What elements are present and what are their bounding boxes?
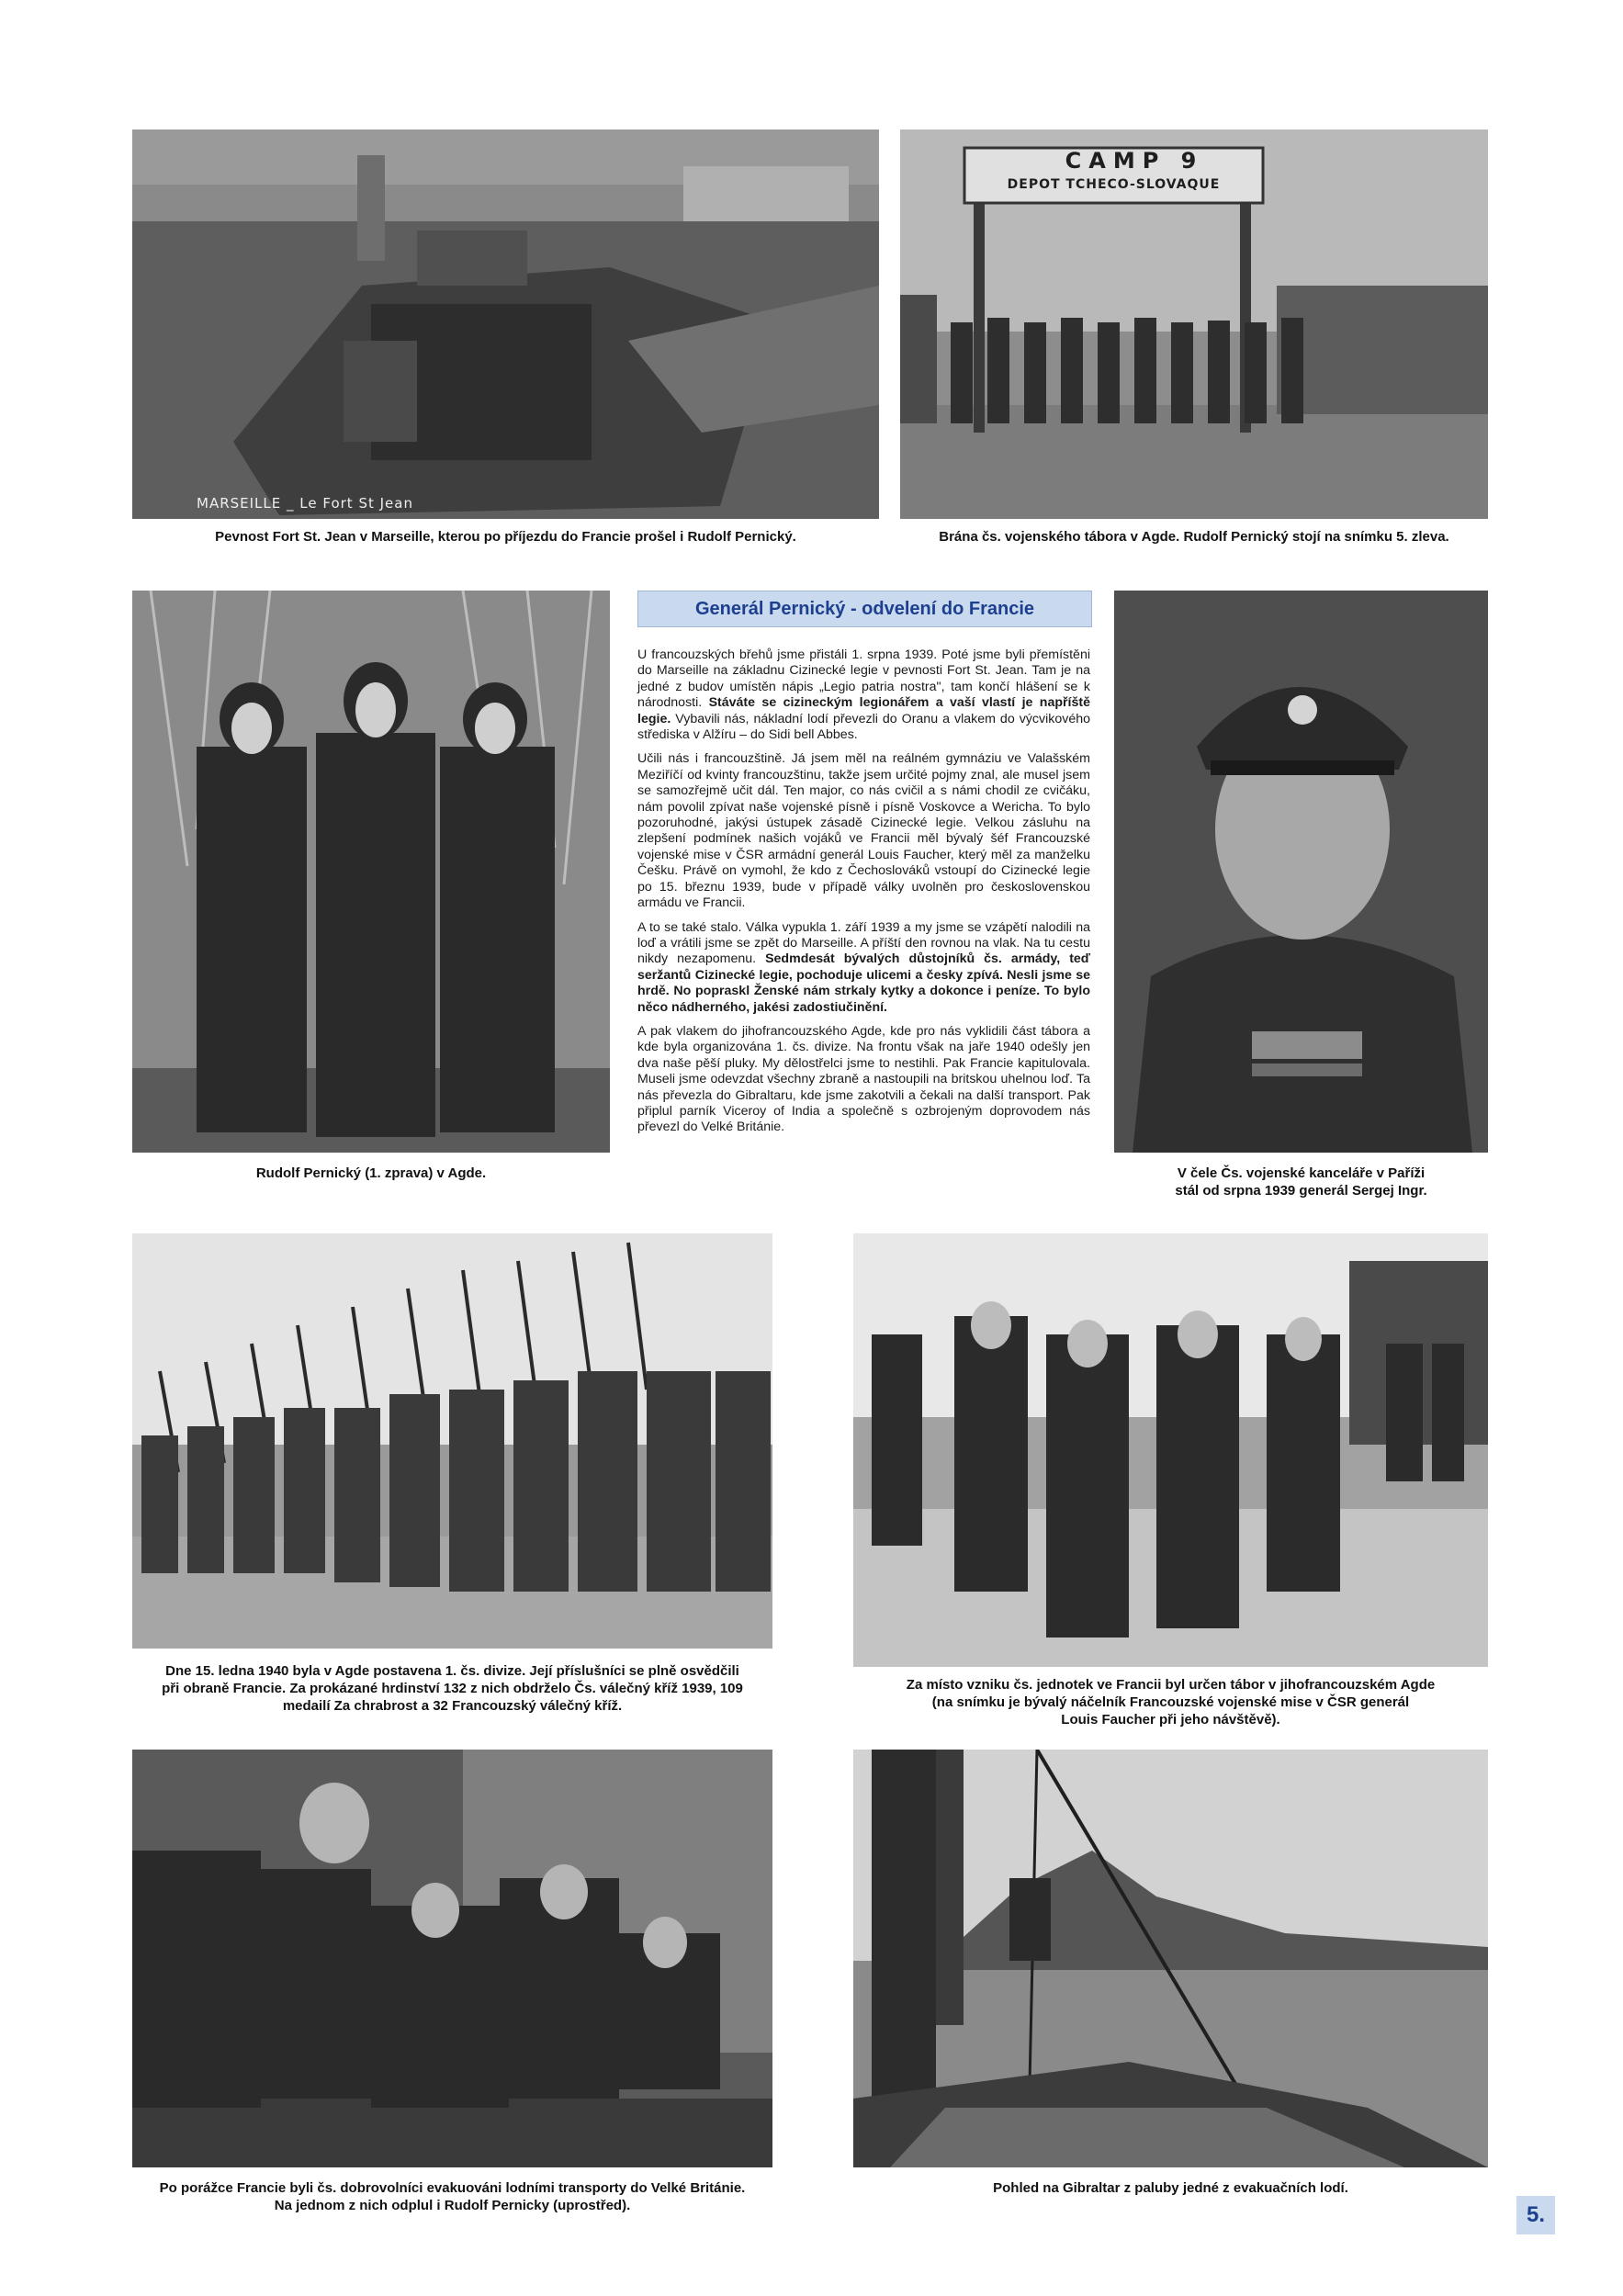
camp-photo-caption: Brána čs. vojenského tábora v Agde. Rudolf Pernický stojí na snímku 5. zleva. — [939, 529, 1449, 545]
officers-caption-line3: Louis Faucher při jeho návštěvě). — [1061, 1712, 1280, 1728]
three-soldiers-photo — [132, 591, 610, 1153]
general-portrait-caption — [1114, 1165, 1488, 1199]
officers-caption-line2: (na snímku je bývalý náčelník Francouzské vojenské mise v ČSR generál — [931, 1694, 1410, 1710]
article-title: Generál Pernický - odvelení do Francie — [637, 591, 1092, 627]
gibraltar-icon — [853, 1750, 1488, 2167]
article-body — [637, 647, 1090, 1144]
marching-soldiers-photo — [132, 1233, 772, 1649]
officers-caption-line1: Za místo vzniku čs. jednotek ve Francii byl určen tábor v jihofrancouzském Agde — [906, 1677, 1436, 1693]
soldiers-on-ship-caption — [132, 2179, 772, 2214]
officers-walking-caption — [853, 1676, 1488, 1728]
page-number: 5. — [1516, 2196, 1555, 2234]
march-caption-line2: při obraně Francie. Za prokázané hrdinství 132 z nich obdrželo Čs. válečný kříž 1939, 109 — [162, 1681, 743, 1696]
camp-gate-photo — [900, 129, 1488, 519]
three-soldiers-caption: Rudolf Pernický (1. zprava) v Agde. — [255, 1165, 487, 1181]
fort-photo-inscription: MARSEILLE _ Le Fort St Jean — [197, 495, 413, 512]
camp-sign-line1: CAMP 9 — [1065, 148, 1204, 174]
general-caption-line1: V čele Čs. vojenské kanceláře v Paříži — [1177, 1165, 1426, 1181]
ship-caption-line2: Na jednom z nich odplul i Rudolf Pernicky (uprostřed). — [274, 2198, 631, 2213]
fort-photo-caption: Pevnost Fort St. Jean v Marseille, kterou po příjezdu do Francie prošel i Rudolf Pernický. — [215, 529, 796, 545]
camp-sign-line2: DEPOT TCHECO-SLOVAQUE — [1007, 177, 1221, 192]
marching-soldiers-icon — [132, 1233, 772, 1649]
ship-caption-line1: Po porážce Francie byli čs. dobrovolníci evakuováni lodními transporty do Velké Británie. — [159, 2180, 746, 2196]
general-portrait-photo — [1114, 591, 1488, 1153]
three-soldiers-icon — [132, 591, 610, 1153]
officers-walking-icon — [853, 1233, 1488, 1667]
gibraltar-photo — [853, 1750, 1488, 2167]
officers-walking-photo — [853, 1233, 1488, 1667]
marching-soldiers-caption — [132, 1662, 772, 1715]
march-caption-line3: medailí Za chrabrost a 32 Francouzský válečný kříž. — [282, 1698, 623, 1714]
article-paragraph-1 — [637, 647, 1090, 743]
article-paragraph-2: Učili nás i francouzštině. Já jsem měl na reálném gymnáziu ve Valašském Meziříčí od kvinty francouzštinu, takže jsem určité pojmy znal, ale musel jsem se samozřejmě učit dál. Ten major, co nás cvičil a s námi chodil ze cvičáku, nám povolil zpívat naše vojenské písně i písně Voskovce a Wericha. To bylo pozoruhodné, jakýsi ústupek zásadě Cizinecké legie. Velkou zásluhu na zlepšení podmínek našich vojáků ve Francii měl bývalý šéf Francouzské vojenské mise v ČSR armádní generál Louis Faucher, který měl za manželku Češku. Právě on vymohl, že kdo z Čechoslováků vstoupí do Cizinecké legie po 15. březnu 1939, bude v případě války uvolněn pro československou armádu ve Francii. — [637, 751, 1090, 911]
harbour-fortress-icon — [132, 129, 879, 519]
article-paragraph-4: A pak vlakem do jihofrancouzského Agde, kde pro nás vyklidili část tábora a kde byla organizována 1. čs. divize. Na frontu však na jaře 1940 odešly jen dva naše pěší pluky. My dělostřelci jsme to nestihli. Pak Francie kapitulovala. Museli jsme odevzdat všechny zbraně a nastoupili na britskou uhelnou loď. Ta nás převezla do Gibraltaru, kde jsme zakotvili a čekali na další transport. Pak připlul parník Viceroy of India a společně s ozbrojeným doprovodem nás převezl do Velké Británie. — [637, 1023, 1090, 1135]
article-text: U francouzských břehů jsme přistáli 1. srpna 1939. Poté jsme byli přemístěni do Marseille na základnu Cizinecké legie v pevnosti Fort St. Jean. Tam je na jedné z budov umístěn nápis „Legio patria nostra", tam končí hlášení se k národnosti. — [637, 647, 1090, 711]
fort-st-jean-photo — [132, 129, 879, 519]
article-bold-text: Sedmdesát bývalých důstojníků čs. armády, teď seržantů Cizinecké legie, pochoduje ulicemi a česky zpívá. Nesli jsme se hrdě. No popraskl Ženské nám strkaly kytky a dokonce i peníze. To bylo něco nádherného, jakési zadostiučinění. — [637, 951, 1091, 1015]
article-bold-text: Stáváte se cizineckým legionářem a vaší vlastí je napříště legie. — [637, 695, 1091, 726]
march-caption-line1: Dne 15. ledna 1940 byla v Agde postavena 1. čs. divize. Její příslušníci se plně osvědčili — [165, 1663, 739, 1679]
general-caption-line2: stál od srpna 1939 generál Sergej Ingr. — [1175, 1183, 1427, 1199]
gibraltar-caption: Pohled na Gibraltar z paluby jedné z evakuačních lodí. — [993, 2180, 1348, 2196]
article-text: A to se také stalo. Válka vypukla 1. září 1939 a my jsme se vzápětí nalodili na loď a vrátili jsme se zpět do Marseille. A příští den rovnou na vlak. Na tu cestu nikdy nezapomenu. — [637, 919, 1090, 967]
general-portrait-icon — [1114, 591, 1488, 1153]
article-text: Vybavili nás, nákladní lodí převezli do Oranu a vlakem do výcvikového střediska v Alžíru – do Sidi bell Abbes. — [637, 711, 1090, 743]
soldiers-on-ship-photo — [132, 1750, 772, 2167]
article-paragraph-3 — [637, 920, 1090, 1016]
soldiers-on-ship-icon — [132, 1750, 772, 2167]
